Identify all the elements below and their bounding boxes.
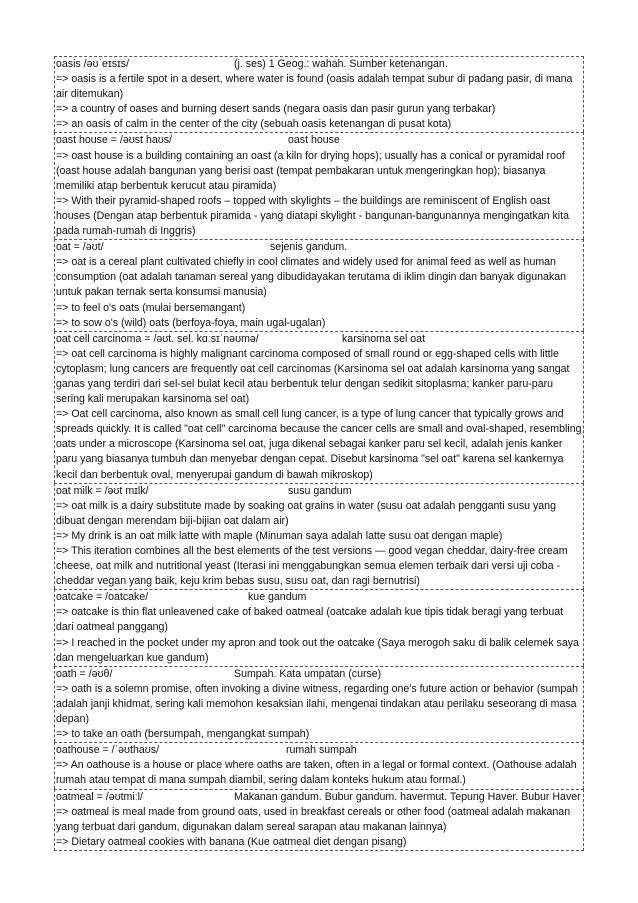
example-line: => to sow o's (wild) oats (berfoya-foya, main ugal-ugalan) bbox=[56, 316, 326, 329]
entry-oathouse bbox=[54, 742, 584, 788]
example-line: => a country of oases and burning desert sands (negara oasis dan pasir gurun yang terbakar) bbox=[56, 103, 496, 116]
meaning: Sumpah. Kata umpatan (curse) bbox=[234, 667, 382, 680]
headword: oat = /əʊt/ bbox=[56, 241, 104, 254]
entry-head bbox=[56, 57, 582, 72]
meaning: (j. ses) 1 Geog.: wahah. Sumber ketenangan. bbox=[234, 58, 448, 70]
meaning: Makanan gandum. Bubur gandum. havermut. Tepung Haver. Bubur Haver bbox=[234, 790, 581, 803]
entry-oatmeal bbox=[54, 789, 584, 851]
example-line: => Oat cell carcinoma, also known as small cell lung cancer, is a type of lung cancer that typically grows and spreads quickly. It is called "oat cell" carcinoma because the cancer cells are small and oval-shaped, resembling oats under a microscope (Karsinoma sel oat, juga dikenal sebagai kanker paru sel kecil, adalah jenis kanker paru yang biasanya tumbuh dan menyebar dengan cepat. Disebut karsinoma "sel oat" karena sel kankernya kecil dan berbentuk oval, menyerupai gandum di bawah mikroskop) bbox=[56, 408, 582, 481]
example-line: => oast house is a building containing an oast (a kiln for drying hops); usually has a conical or pyramidal roof (oast house adalah bangunan yang berisi oast (tempat pembakaran untuk mengeringkan hop); biasanya memiliki atap berbentuk kerucut atau piramida) bbox=[56, 149, 565, 192]
meaning: oast house bbox=[288, 134, 340, 147]
example-line: => oatmeal is meal made from ground oats, used in breakfast cereals or other food (oatmeal adalah makanan yang terbuat dari gandum, digunakan dalam sereal sarapan atau makanan lainnya) bbox=[56, 805, 571, 833]
entry-head bbox=[56, 133, 582, 148]
headword: oat cell carcinoma = /əʊt. sel. kɑːsɪˈnəʊmə/ bbox=[56, 332, 259, 345]
example-line: => oat cell carcinoma is highly malignant carcinoma composed of small round or egg-shaped cells with little cytoplasm; lung cancers are frequently oat cell carcinomas (Karsinoma sel oat adalah karsinoma yang sangat ganas yang terdiri dari sel-sel bulat kecil atau berbentuk telur dengan sedikit sitoplasma; kanker paru-paru sering kali merupakan karsinoma sel oat) bbox=[56, 347, 570, 406]
example-line: => Dietary oatmeal cookies with banana (Kue oatmeal diet dengan pisang) bbox=[56, 835, 407, 848]
dictionary-page bbox=[54, 56, 584, 851]
headword: oast house = /əʊst haʊs/ bbox=[56, 134, 172, 147]
example-line: => My drink is an oat milk latte with maple (Minuman saya adalah latte susu oat dengan maple) bbox=[56, 529, 503, 542]
entry-head bbox=[56, 743, 582, 758]
entry-head bbox=[56, 667, 582, 682]
headword: oasis /əʊˈeɪsɪs/ bbox=[56, 58, 130, 70]
entry-head bbox=[56, 484, 582, 499]
entry-oasis bbox=[54, 56, 584, 132]
example-line: => to take an oath (bersumpah, mengangkat sumpah) bbox=[56, 728, 310, 741]
entry-oat-cell-carcinoma bbox=[54, 331, 584, 483]
example-line: => oath is a solemn promise, often invoking a divine witness, regarding one's future action or behavior (sumpah adalah janji khidmat, sering kali memohon kesaksian ilahi, mengenai tindakan atau perilaku seseorang di masa depan) bbox=[56, 682, 578, 726]
example-line: => With their pyramid-shaped roofs – topped with skylights – the buildings are reminiscent of English oast houses (Dengan atap berbentuk piramida - yang diatapi skylight - bangunan-bangunannya mengingatkan kita pada rumah-rumah di Inggris) bbox=[56, 194, 569, 238]
example-line: => This iteration combines all the best elements of the test versions — good vegan cheddar, dairy-free cream cheese, oat milk and nutritional yeast (Iterasi ini menggabungkan semua elemen terbaik dari versi uji coba - cheddar vegan yang baik, keju krim bebas susu, susu oat, dan ragi bernutrisi) bbox=[56, 545, 568, 588]
entry-head bbox=[56, 790, 582, 805]
meaning: sejenis gandum. bbox=[270, 241, 348, 254]
example-line: => oat is a cereal plant cultivated chiefly in cool climates and widely used for animal feed as well as human consumption (oat adalah tanaman sereal yang dibudidayakan terutama di iklim dingin dan banyak digunakan untuk pakan ternak serta konsumsi manusia) bbox=[56, 256, 567, 299]
meaning: susu gandum bbox=[288, 484, 352, 497]
entry-head bbox=[56, 590, 582, 605]
example-line: => oat milk is a dairy substitute made by soaking oat grains in water (susu oat adalah pengganti susu yang dibuat dengan merendam biji-bijian oat dalam air) bbox=[56, 499, 556, 527]
entry-oat bbox=[54, 239, 584, 331]
meaning: rumah sumpah bbox=[286, 744, 357, 757]
example-line: => to feel o's oats (mulai bersemangant) bbox=[56, 301, 246, 314]
headword: oat milk = /əʊt mɪlk/ bbox=[56, 484, 149, 497]
meaning: kue gandum bbox=[248, 591, 307, 604]
entry-oath bbox=[54, 666, 584, 742]
entry-oat-milk bbox=[54, 483, 584, 590]
entry-head bbox=[56, 240, 582, 255]
headword: oatcake = /oatcake/ bbox=[56, 591, 149, 604]
entry-oast-house bbox=[54, 132, 584, 239]
example-line: => oatcake is thin flat unleavened cake of baked oatmeal (oatcake adalah kue tipis tidak beragi yang terbuat dari oatmeal panggang) bbox=[56, 606, 564, 634]
entry-oatcake bbox=[54, 589, 584, 665]
headword: oatmeal = /əʊtmiːl/ bbox=[56, 790, 143, 803]
example-line: => An oathouse is a house or place where oaths are taken, often in a legal or formal context. (Oathouse adalah rumah atau tempat di mana sumpah diambil, sering dalam konteks hukum atau formal.) bbox=[56, 759, 577, 787]
headword: oath = /əʊθ/ bbox=[56, 667, 113, 680]
example-line: => oasis is a fertile spot in a desert, where water is found (oasis adalah tempat subur di padang pasir, di mana air ditemukan) bbox=[56, 73, 573, 101]
headword: oathouse = /ˈəʊthaʊs/ bbox=[56, 744, 160, 757]
example-line: => an oasis of calm in the center of the city (sebuah oasis ketenangan di pusat kota) bbox=[56, 118, 452, 131]
example-line: => I reached in the pocket under my apron and took out the oatcake (Saya merogoh saku di balik celemek saya dan mengeluarkan kue gandum) bbox=[56, 636, 579, 664]
meaning: karsinoma sel oat bbox=[342, 332, 426, 345]
entry-head bbox=[56, 332, 582, 347]
